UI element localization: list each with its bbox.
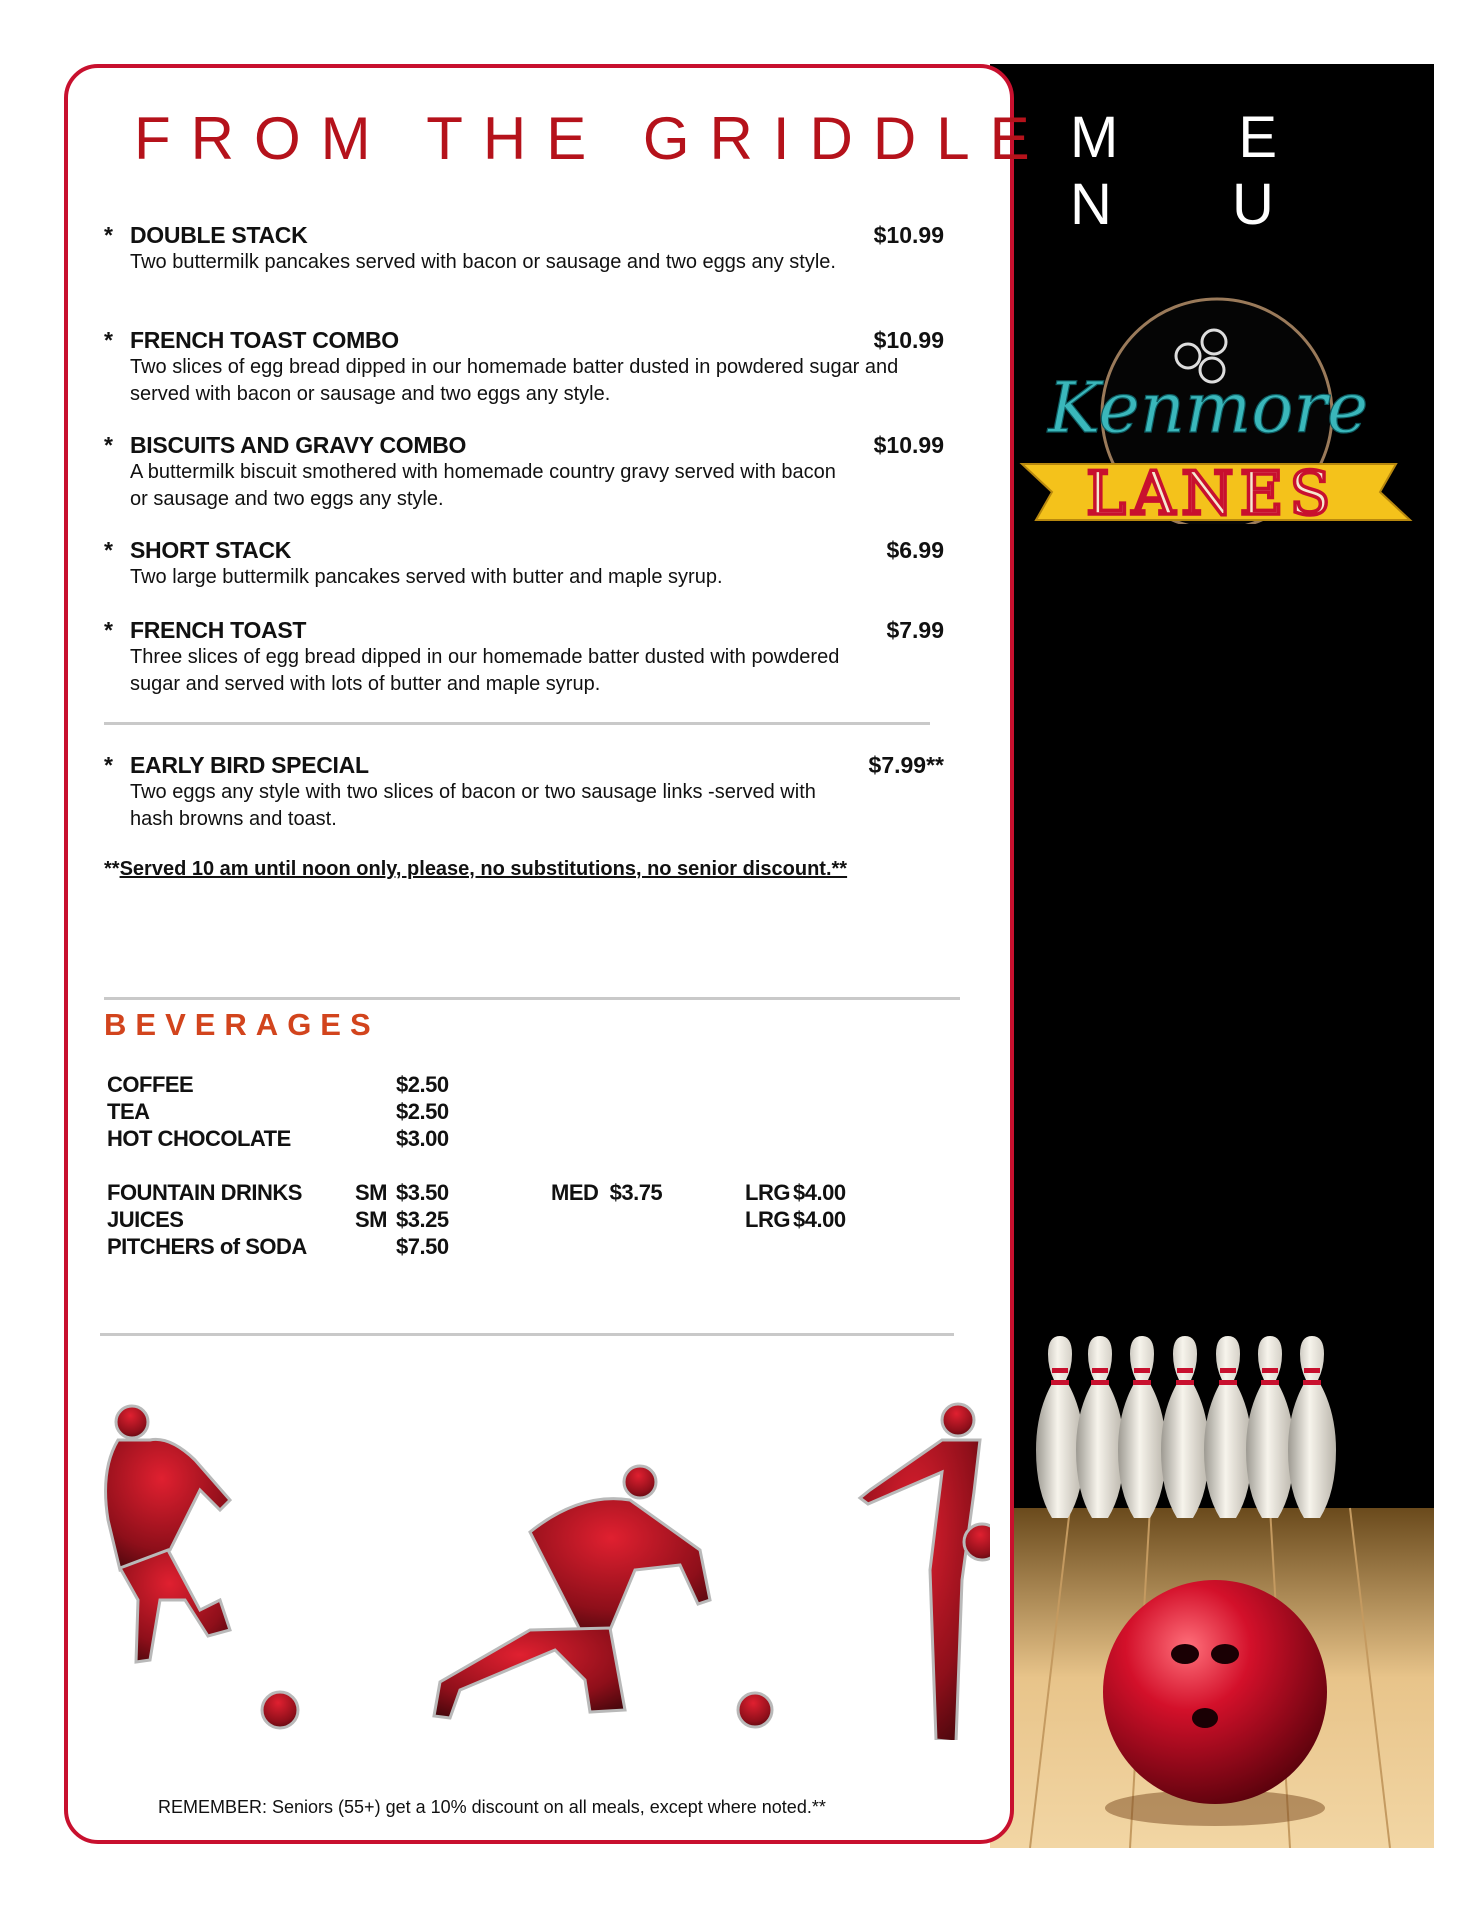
bowling-pin bbox=[1246, 1336, 1294, 1518]
logo-banner-text: LANES bbox=[1086, 459, 1337, 524]
divider bbox=[100, 1333, 954, 1336]
bowling-ball-hole bbox=[1171, 1644, 1199, 1664]
bullet-star: * bbox=[104, 752, 113, 778]
bullet-star: * bbox=[104, 537, 113, 563]
menu-item-desc: A buttermilk biscuit smothered with homemade country gravy served with bacon or sausage and two eggs any style. bbox=[130, 461, 836, 510]
menu-item-desc: Three slices of egg bread dipped in our homemade batter dusted with powdered sugar and served with lots of butter and maple syrup. bbox=[130, 646, 840, 695]
beverage-price: $2.50 bbox=[396, 1099, 449, 1124]
menu-item bbox=[104, 327, 944, 408]
menu-item-name: * SHORT STACK bbox=[104, 537, 292, 563]
special-item-desc: Two eggs any style with two slices of bacon or two sausage links -served with hash browns and toast. bbox=[130, 781, 816, 830]
beverage-price: $3.50 bbox=[396, 1180, 449, 1205]
special-item bbox=[104, 752, 944, 833]
bowling-pin bbox=[1204, 1336, 1252, 1518]
beverage-name: TEA bbox=[107, 1099, 150, 1124]
bowling-ball-hole bbox=[1211, 1644, 1239, 1664]
special-item-name: * EARLY BIRD SPECIAL bbox=[104, 752, 369, 778]
bullet-star: * bbox=[104, 432, 113, 458]
bowling-ball bbox=[262, 1692, 298, 1728]
menu-item-desc: Two large buttermilk pancakes served with butter and maple syrup. bbox=[130, 566, 723, 588]
beverage-price: $2.50 bbox=[396, 1072, 449, 1097]
menu-item-price: $6.99 bbox=[886, 537, 944, 563]
beverage-name: HOT CHOCOLATE bbox=[107, 1126, 291, 1151]
beverage-price-med: MED $3.75 bbox=[551, 1180, 663, 1205]
menu-item-price: $10.99 bbox=[873, 327, 944, 353]
beverage-size-label: LRG bbox=[745, 1207, 790, 1232]
bullet-star: * bbox=[104, 617, 113, 643]
bowling-pin bbox=[1036, 1336, 1084, 1518]
beverage-price: $7.50 bbox=[396, 1234, 449, 1259]
beverage-price: $3.25 bbox=[396, 1207, 449, 1232]
beverage-name: FOUNTAIN DRINKS bbox=[107, 1180, 302, 1205]
beverage-name: COFFEE bbox=[107, 1072, 194, 1097]
menu-item-name: * FRENCH TOAST COMBO bbox=[104, 327, 399, 353]
menu-item bbox=[104, 432, 944, 513]
bowling-ball-hole bbox=[1192, 1708, 1218, 1728]
bowler-silhouette bbox=[106, 1406, 230, 1662]
bowler-silhouette bbox=[434, 1466, 710, 1718]
divider bbox=[104, 997, 960, 1000]
beverage-name: JUICES bbox=[107, 1207, 184, 1232]
beverage-price: $4.00 bbox=[793, 1207, 846, 1232]
menu-item-name: * FRENCH TOAST bbox=[104, 617, 307, 643]
beverage-price: $4.00 bbox=[793, 1180, 846, 1205]
bowler-silhouette bbox=[860, 1404, 990, 1740]
special-item-price: $7.99** bbox=[868, 752, 944, 778]
menu-item-price: $7.99 bbox=[886, 617, 944, 643]
right-black-panel bbox=[990, 64, 1434, 1848]
bowling-pin bbox=[1076, 1336, 1124, 1518]
senior-discount-reminder: REMEMBER: Seniors (55+) get a 10% discount on all meals, except where noted.** bbox=[158, 1797, 826, 1817]
menu-item-desc: Two slices of egg bread dipped in our homemade batter dusted in powdered sugar and served with bacon or sausage and two eggs any style. bbox=[130, 356, 899, 405]
bullet-star: * bbox=[104, 222, 113, 248]
menu-item bbox=[104, 617, 944, 698]
beverage-name: PITCHERS of SODA bbox=[107, 1234, 307, 1259]
menu-word: M E N U bbox=[1070, 105, 1330, 237]
bowling-pins-and-ball-illustration bbox=[990, 1328, 1434, 1848]
beverage-size-label: SM bbox=[355, 1180, 387, 1205]
bowling-pin bbox=[1288, 1336, 1336, 1518]
logo-script-text: Kenmore bbox=[1048, 367, 1369, 449]
early-bird-footnote: **Served 10 am until noon only, please, no substitutions, no senior discount.** bbox=[104, 858, 848, 880]
menu-item-price: $10.99 bbox=[873, 222, 944, 248]
divider bbox=[104, 722, 930, 725]
menu-item-desc: Two buttermilk pancakes served with bacon or sausage and two eggs any style. bbox=[130, 251, 836, 273]
menu-item-name: * DOUBLE STACK bbox=[104, 222, 308, 248]
bowler-silhouettes-illustration bbox=[90, 1400, 990, 1740]
page-title: FROM THE GRIDDLE bbox=[134, 105, 1050, 172]
menu-item bbox=[104, 537, 944, 591]
beverage-size-label: LRG bbox=[745, 1180, 790, 1205]
bowling-ball bbox=[1103, 1580, 1327, 1804]
beverage-size-label: SM bbox=[355, 1207, 387, 1232]
bowling-pin bbox=[1118, 1336, 1166, 1518]
beverage-price: $3.00 bbox=[396, 1126, 449, 1151]
menu-item bbox=[104, 222, 944, 276]
menu-item-price: $10.99 bbox=[873, 432, 944, 458]
kenmore-lanes-logo bbox=[990, 264, 1434, 524]
bullet-star: * bbox=[104, 327, 113, 353]
bowling-pins bbox=[1036, 1336, 1336, 1518]
menu-item-name: * BISCUITS AND GRAVY COMBO bbox=[104, 432, 467, 458]
beverages-heading: BEVERAGES bbox=[104, 1007, 380, 1042]
bowling-ball bbox=[738, 1693, 772, 1727]
bowling-pin bbox=[1161, 1336, 1209, 1518]
